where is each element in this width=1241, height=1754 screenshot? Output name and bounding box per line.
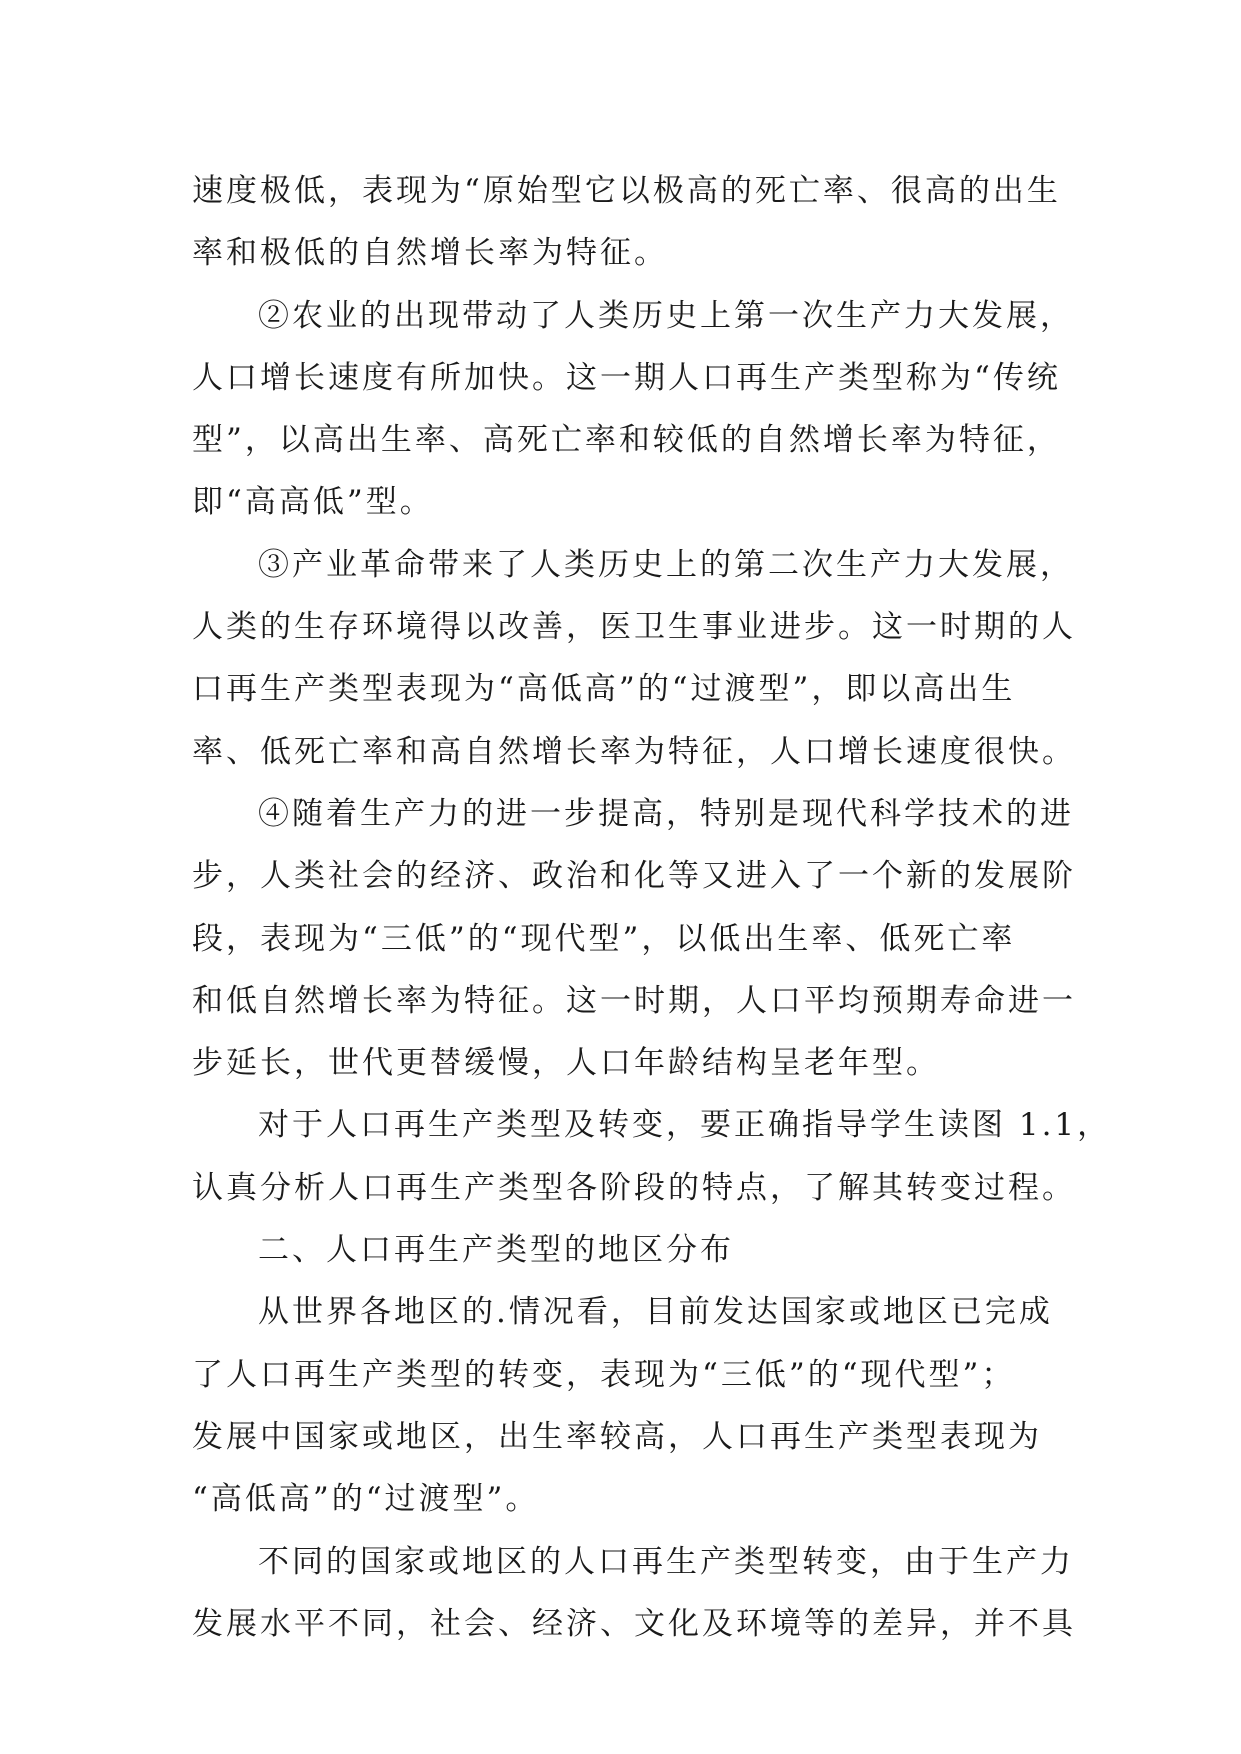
text-line: 对于人口再生产类型及转变，要正确指导学生读图 1.1， <box>258 1107 1112 1144</box>
text-line: “高低高”的“过渡型”。 <box>192 1481 540 1518</box>
text-line: ③产业革命带来了人类历史上的第二次生产力大发展， <box>258 546 1074 583</box>
text-line: 了人口再生产类型的转变，表现为“三低”的“现代型”； <box>192 1356 1016 1393</box>
text-line: 步延长，世代更替缓慢，人口年龄结构呈老年型。 <box>192 1045 940 1082</box>
text-line: 和低自然增长率为特征。这一时期，人口平均预期寿命进一 <box>192 982 1076 1019</box>
text-line: ④随着生产力的进一步提高，特别是现代科学技术的进 <box>258 795 1074 832</box>
text-line: 发展中国家或地区，出生率较高，人口再生产类型表现为 <box>192 1418 1042 1455</box>
text-line: 率和极低的自然增长率为特征。 <box>192 235 668 272</box>
text-line: 型”，以高出生率、高死亡率和较低的自然增长率为特征， <box>192 422 1061 459</box>
text-line: 段，表现为“三低”的“现代型”，以低出生率、低死亡率 <box>192 920 1016 957</box>
text-line: 即“高高低”型。 <box>192 484 434 521</box>
body-text <box>192 160 1112 1655</box>
text-line: 口再生产类型表现为“高低高”的“过渡型”，即以高出生 <box>192 671 1016 708</box>
text-line: 从世界各地区的.情况看，目前发达国家或地区已完成 <box>258 1294 1053 1331</box>
text-line: 速度极低，表现为“原始型它以极高的死亡率、很高的出生 <box>192 173 1061 209</box>
section-heading: 二、人口再生产类型的地区分布 <box>258 1232 734 1269</box>
text-line: 率、低死亡率和高自然增长率为特征，人口增长速度很快。 <box>192 733 1076 770</box>
text-line: 认真分析人口再生产类型各阶段的特点，了解其转变过程。 <box>192 1169 1076 1206</box>
text-line: 不同的国家或地区的人口再生产类型转变，由于生产力 <box>258 1543 1074 1580</box>
text-line: 人口增长速度有所加快。这一期人口再生产类型称为“传统 <box>192 359 1061 396</box>
text-line: ②农业的出现带动了人类历史上第一次生产力大发展， <box>258 297 1074 334</box>
text-line: 步，人类社会的经济、政治和化等又进入了一个新的发展阶 <box>192 858 1076 895</box>
text-line: 人类的生存环境得以改善，医卫生事业进步。这一时期的人 <box>192 609 1076 646</box>
text-line: 发展水平不同，社会、经济、文化及环境等的差异，并不具 <box>192 1605 1076 1642</box>
